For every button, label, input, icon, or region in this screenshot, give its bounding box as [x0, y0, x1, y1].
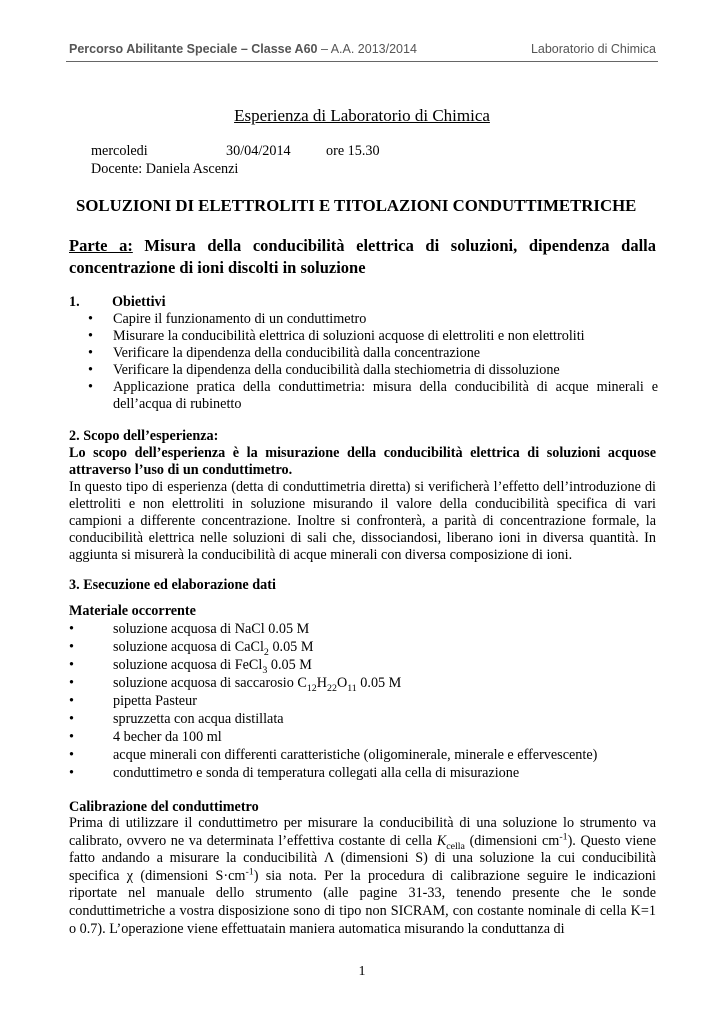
objective-item: • Verificare la dipendenza della conducibilità dalla stechiometria di dissoluzione [88, 362, 560, 378]
materials-heading: Materiale occorrente [69, 603, 196, 619]
objective-item: • Capire il funzionamento di un conduttimetro [88, 311, 367, 327]
calibration-heading: Calibrazione del conduttimetro [69, 799, 259, 815]
objectives-heading [69, 294, 166, 311]
execution-heading: 3. Esecuzione ed elaborazione dati [69, 577, 276, 593]
scope-heading: 2. Scopo dell’esperienza: [69, 428, 219, 444]
session-info [91, 142, 380, 178]
objectives-title: Obiettivi [112, 294, 166, 310]
bullet-icon: • [69, 657, 74, 673]
objective-item: • Verificare la dipendenza della conducibilità dalla concentrazione [88, 345, 481, 361]
running-header [69, 42, 656, 60]
session-day: mercoledi [91, 143, 148, 159]
part-a-label: Parte a: [69, 236, 133, 255]
main-title: SOLUZIONI DI ELETTROLITI E TITOLAZIONI CONDUTTIMETRICHE [76, 196, 637, 215]
bullet-icon: • [88, 379, 93, 395]
header-year: – A.A. 2013/2014 [317, 42, 417, 56]
bullet-icon: • [69, 711, 74, 727]
bullet-icon: • [69, 639, 74, 655]
document-page: Percorso Abilitante Speciale – Classe A60 – A.A. 2013/2014 Laboratorio di Chimica Esperienza di Laboratorio di Chimica mercoledi 30/04/2014 ore 15.30 Docente: Daniela Ascenzi SOLUZIONI DI ELETTROLITI E TITOLAZIONI CONDUTTIMETRICHE Parte a: Misura della conducibilità elettrica di soluzioni, dipendenza dalla concentrazione di ioni discolti in soluzione 1. Obiettivi • Capire il funzionamento di un conduttimetro • Misurare la conducibilità elettrica di soluzioni acquose di elettroliti e non elettroliti • Verificare la dipendenza della conducibilità dalla concentrazione • Verificare la dipendenza della conducibilità dalla stechiometria di dissoluzione • Applicazione pratica della conduttimetria: misura della conducibilità di acque minerali e dell’acqua di rubinetto 2. Scopo dell’esperienza: Lo scopo dell’esperienza è la misurazione della conducibilità elettrica di soluzioni acquose attraverso l’uso di un conduttimetro. In questo tipo di esperienza (detta di conduttimetria diretta) si verificherà l’effetto dell’introduzione di elettroliti e non elettroliti in soluzione misurando il valore della conducibilità specifica di vari campioni a differente concentrazione. Inoltre si confronterà, a parità di concentrazione formale, la conducibilità elettrica nelle soluzioni di sali che, dissociandosi, liberano ioni in diversa quantità. In aggiunta si misurerà la conducibilità di acque minerali con diversa composizione di ioni. 3. Esecuzione ed elaborazione dati Materiale occorrente • soluzione acquosa di NaCl 0.05 M • soluzione acquosa di CaCl$_2$ 0.05 M • soluzione acquosa di FeCl$_3$ 0.05 M • soluzione acquosa di saccarosio $C_{12}H_{22}O_{11}$ 0.05 M • pipetta Pasteur • spruzzetta con acqua distillata • 4 becher da 100 ml • acque minerali con differenti caratteristiche (oligominerale, minerale e effervescente) • conduttimetro e sonda di temperatura collegati alla cella di misurazione Calibrazione del conduttimetro Prima di utilizzare il conduttimetro per misurare la conducibilità di una soluzione lo strumento va calibrato, ovvero ne va determinata l’effettiva costante di cella $K_{cella}$ (dimensioni $cm^{-1}$). Questo viene fatto andando a misurare la conducibilità Λ (dimensioni S) di una soluzione la cui conducibilità specifica χ (dimensioni $S\cdot cm^{-1}$) sia nota. Per la procedura di calibrazione seguire le indicazioni riportate nel manuale dello strumento (alle pagine 31-33, tenendo presente che le sonde conduttimetriche a vostra disposizione sono di tipo non SICRAM, con costante nominale di cella K=1 o 0.7). L’operazione viene effettuatain maniera automatica misurando la conduttanza di 1 [0, 0, 724, 1024]
bullet-icon: • [69, 693, 74, 709]
objectives-number: 1. [69, 294, 80, 310]
bullet-icon: • [88, 345, 93, 361]
bullet-icon: • [88, 328, 93, 344]
bullet-icon: • [69, 729, 74, 745]
part-a-text: Misura della conducibilità elettrica di soluzioni, dipendenza dalla concentrazione di ioni discolti in soluzione [69, 236, 656, 277]
objective-item: • Applicazione pratica della conduttimetria: misura della conducibilità di acque minerali e dell’acqua di rubinetto [88, 379, 658, 412]
header-course [69, 42, 417, 56]
bullet-icon: • [88, 311, 93, 327]
header-lab: Laboratorio di Chimica [530, 42, 656, 56]
bullet-icon: • [69, 747, 74, 763]
bullet-icon: • [69, 675, 74, 691]
session-teacher: Docente: Daniela Ascenzi [91, 161, 239, 177]
session-date: 30/04/2014 [226, 143, 291, 159]
scope-statement: Lo scopo dell’esperienza è la misurazione della conducibilità elettrica di soluzioni acquose attraverso l’uso di un conduttimetro. [69, 445, 656, 478]
scope-paragraph: In questo tipo di esperienza (detta di conduttimetria diretta) si verificherà l’effetto dell’introduzione di elettroliti e non elettroliti in soluzione misurando il valore della conducibilità specifica di vari campioni a differente concentrazione. Inoltre si confronterà, a parità di concentrazione formale, la conducibilità elettrica nelle soluzioni di sali che, dissociandosi, liberano ioni in diversa quantità. In aggiunta si misurerà la conducibilità di acque minerali con diversa composizione di ioni. [69, 479, 656, 563]
experience-title: Esperienza di Laboratorio di Chimica [234, 106, 490, 125]
calibration-paragraph: Prima di utilizzare il conduttimetro per misurare la conducibilità di una soluzione lo strumento va calibrato, ovvero ne va determinata l’effettiva costante di cella $K_{cella}$ (dimensioni $cm^{-1}$). Questo viene fatto andando a misurare la conducibilità Λ (dimensioni S) di una soluzione la cui conducibilità specifica χ (dimensioni $S\cdot cm^{-1}$) sia nota. Per la procedura di calibrazione seguire le indicazioni riportate nel manuale dello strumento (alle pagine 31-33, tenendo presente che le sonde conduttimetriche a vostra disposizione sono di tipo non SICRAM, con costante nominale di cella K=1 o 0.7). L’operazione viene effettuatain maniera automatica misurando la conduttanza di [69, 815, 657, 937]
page-number: 1 [358, 964, 366, 979]
part-a-heading [69, 235, 656, 279]
header-divider [66, 61, 658, 62]
bullet-icon: • [69, 621, 74, 637]
objective-item: • Misurare la conducibilità elettrica di soluzioni acquose di elettroliti e non elettroliti [88, 328, 585, 344]
bullet-icon: • [88, 362, 93, 378]
session-time: ore 15.30 [326, 143, 380, 159]
bullet-icon: • [69, 765, 74, 781]
header-course-bold: Percorso Abilitante Speciale – Classe A60 [69, 42, 318, 56]
